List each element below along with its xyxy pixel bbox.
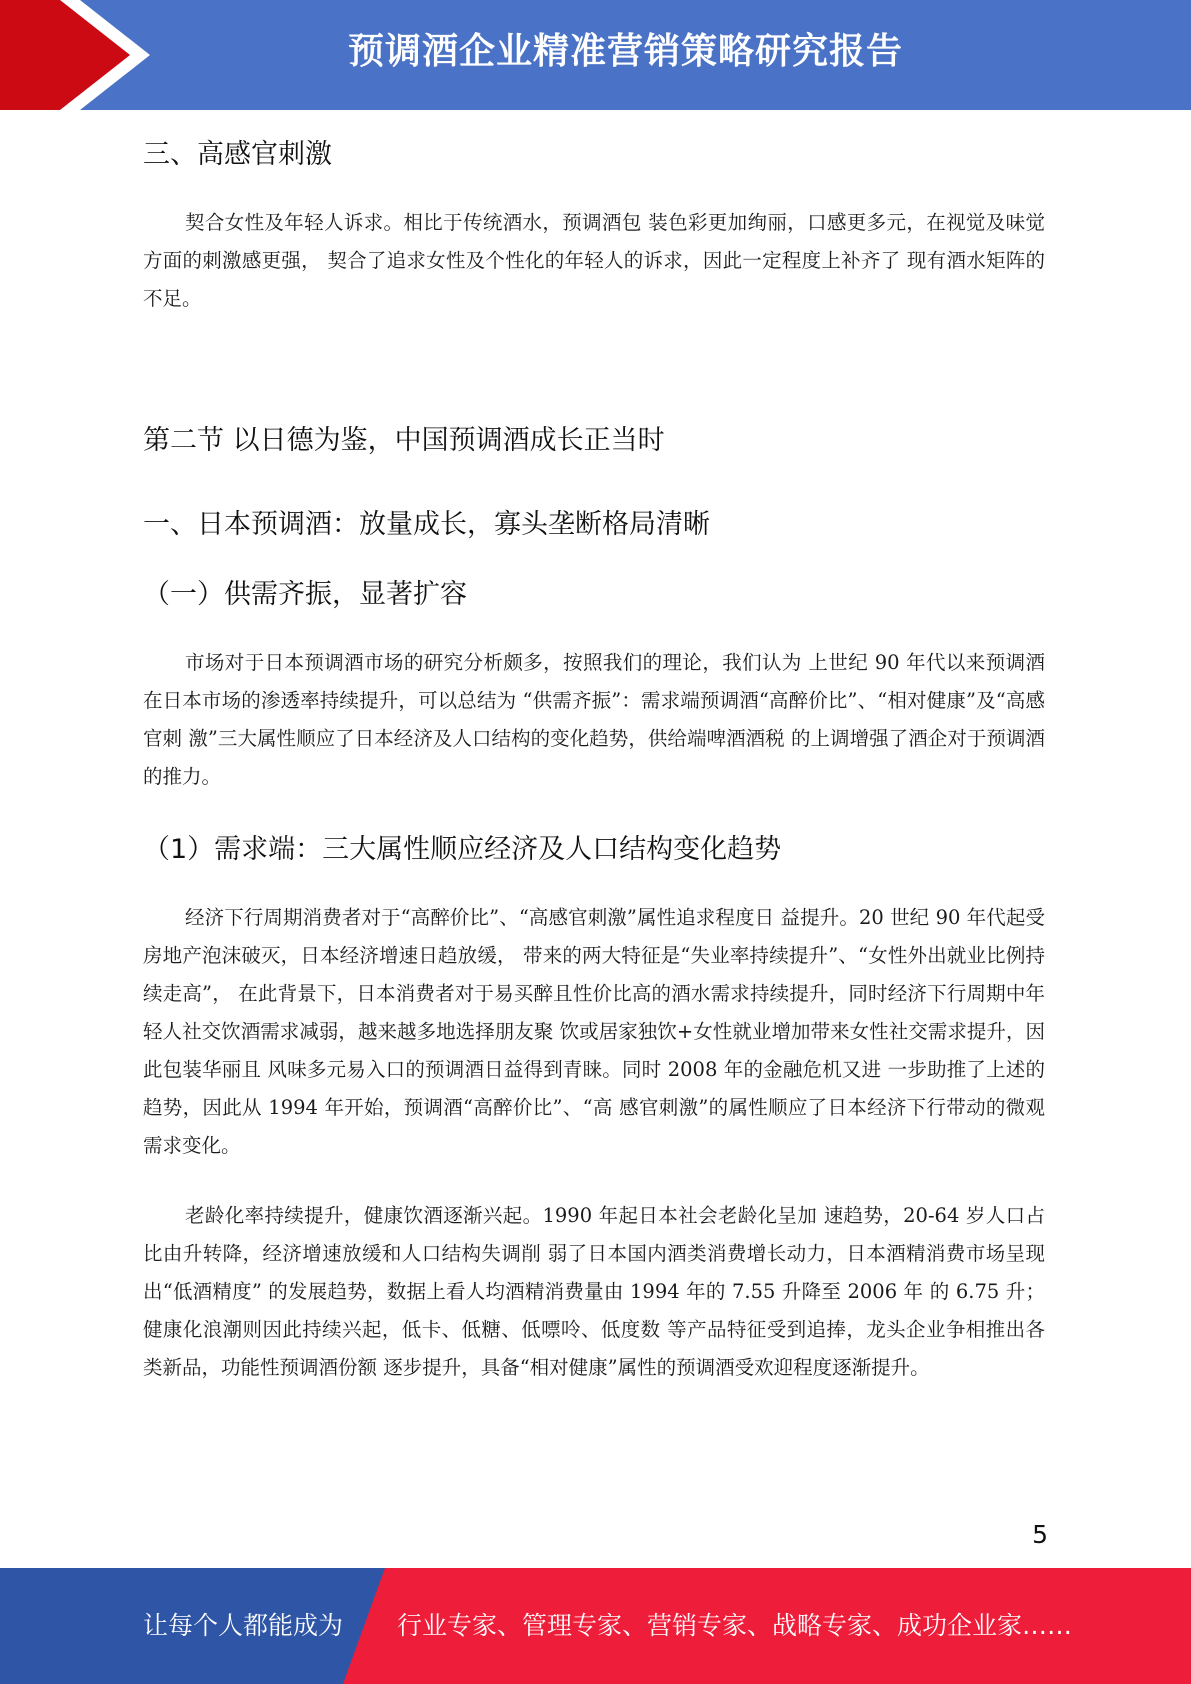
heading-section-three: 三、高感官刺激 [143, 139, 332, 170]
footer-slogan-left: 让每个人都能成为 [143, 1611, 344, 1640]
page-header [0, 0, 1191, 110]
paragraph-economic-downturn: 经济下行周期消费者对于“高醉价比”、“高感官刺激”属性追求程度日 益提升。20 世纪 90 年代起受房地产泡沫破灭，日本经济增速日趋放缓， 带来的两大特征是“失业率持续提升”、“女性外出就业比例持续走高”， 在此背景下，日本消费者对于易买醉且性价比高的酒水需求持续提升，同时经济下行周期中年轻人社交饮酒需求减弱，越来越多地选择朋友聚 饮或居家独饮+女性就业增加带来女性社交需求提升，因此包装华丽且 风味多元易入口的预调酒日益得到青睐。同时 2008 年的金融危机又进 一步助推了上述的趋势，因此从 1994 年开始，预调酒“高醉价比”、“高 感官刺激”的属性顺应了日本经济下行带动的微观需求变化。 [143, 906, 1045, 1157]
heading-demand-side: （1）需求端：三大属性顺应经济及人口结构变化趋势 [143, 834, 782, 865]
heading-chapter-two: 第二节 以日德为鉴，中国预调酒成长正当时 [143, 425, 665, 456]
paragraph-japan-market: 市场对于日本预调酒市场的研究分析颇多，按照我们的理论，我们认为 上世纪 90 年代以来预调酒在日本市场的渗透率持续提升，可以总结为 “供需齐振”：需求端预调酒“高醉价比”、“相对健康”及“高感官刺 激”三大属性顺应了日本经济及人口结构的变化趋势，供给端啤酒酒税 的上调增强了酒企对于预调酒的推力。 [143, 651, 1045, 788]
footer-slogan-right: 行业专家、管理专家、营销专家、战略专家、成功企业家…… [397, 1611, 1073, 1640]
header-arrow-decoration [0, 0, 260, 110]
heading-supply-demand: （一）供需齐振，显著扩容 [143, 579, 467, 610]
heading-japan-rtd: 一、日本预调酒：放量成长，寡头垄断格局清晰 [143, 509, 710, 540]
paragraph-sensory: 契合女性及年轻人诉求。相比于传统酒水，预调酒包 装色彩更加绚丽，口感更多元，在视觉及味觉方面的刺激感更强， 契合了追求女性及个性化的年轻人的诉求，因此一定程度上补齐了 现有酒水矩阵的不足。 [143, 211, 1045, 310]
header-title: 预调酒企业精准营销策略研究报告 [347, 31, 903, 72]
page-number: 5 [1032, 1520, 1048, 1549]
paragraph-aging-health: 老龄化率持续提升，健康饮酒逐渐兴起。1990 年起日本社会老龄化呈加 速趋势，20-64 岁人口占比由升转降，经济增速放缓和人口结构失调削 弱了日本国内酒类消费增长动力，日本酒精消费市场呈现出“低酒精度” 的发展趋势，数据上看人均酒精消费量由 1994 年的 7.55 升降至 2006 年 的 6.75 升；健康化浪潮则因此持续兴起，低卡、低糖、低嘌呤、低度数 等产品特征受到追捧，龙头企业争相推出各类新品，功能性预调酒份额 逐步提升，具备“相对健康”属性的预调酒受欢迎程度逐渐提升。 [143, 1204, 1045, 1379]
page-footer [0, 1568, 1191, 1684]
